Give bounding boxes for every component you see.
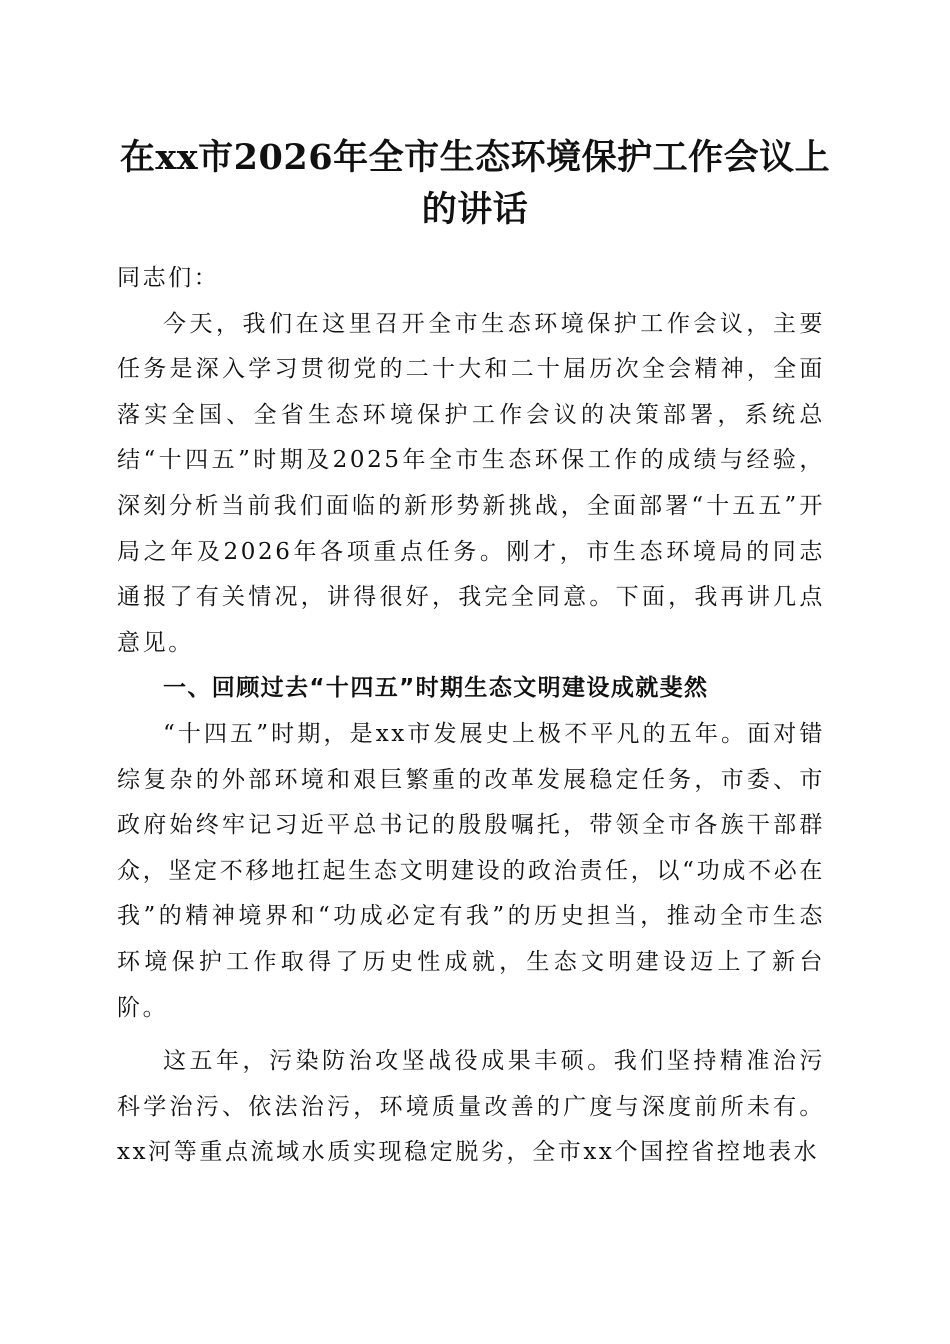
section-paragraph-1: “十四五”时期，是xx市发展史上极不平凡的五年。面对错综复杂的外部环境和艰巨繁重的改革发展稳定任务，市委、市政府始终牢记习近平总书记的殷殷嘱托，带领全市各族干部群众，坚定不移地扛起生态文明建设的政治责任，以“功成不必在我”的精神境界和“功成必定有我”的历史担当，推动全市生态环境保护工作取得了历史性成就，生态文明建设迈上了新台阶。 — [117, 720, 825, 1021]
section-heading: 一、回顾过去“十四五”时期生态文明建设成就斐然 — [163, 675, 709, 702]
document-title: 在xx市2026年全市生态环境保护工作会议上的讲话 — [119, 137, 831, 230]
document-body — [117, 256, 825, 1176]
intro-paragraph: 今天，我们在这里召开全市生态环境保护工作会议，主要任务是深入学习贯彻党的二十大和二十届历次全会精神，全面落实全国、全省生态环境保护工作会议的决策部署，系统总结“十四五”时期及2025年全市生态环保工作的成绩与经验，深刻分析当前我们面临的新形势新挑战，全面部署“十五五”开局之年及2026年各项重点任务。刚才，市生态环境局的同志通报了有关情况，讲得很好，我完全同意。下面，我再讲几点意见。 — [117, 310, 825, 656]
section-paragraph-2: 这五年，污染防治攻坚战役成果丰硕。我们坚持精准治污科学治污、依法治污，环境质量改善的广度与深度前所未有。xx河等重点流域水质实现稳定脱劣，全市xx个国控省控地表水 — [117, 1048, 825, 1166]
salutation: 同志们： — [117, 265, 220, 291]
